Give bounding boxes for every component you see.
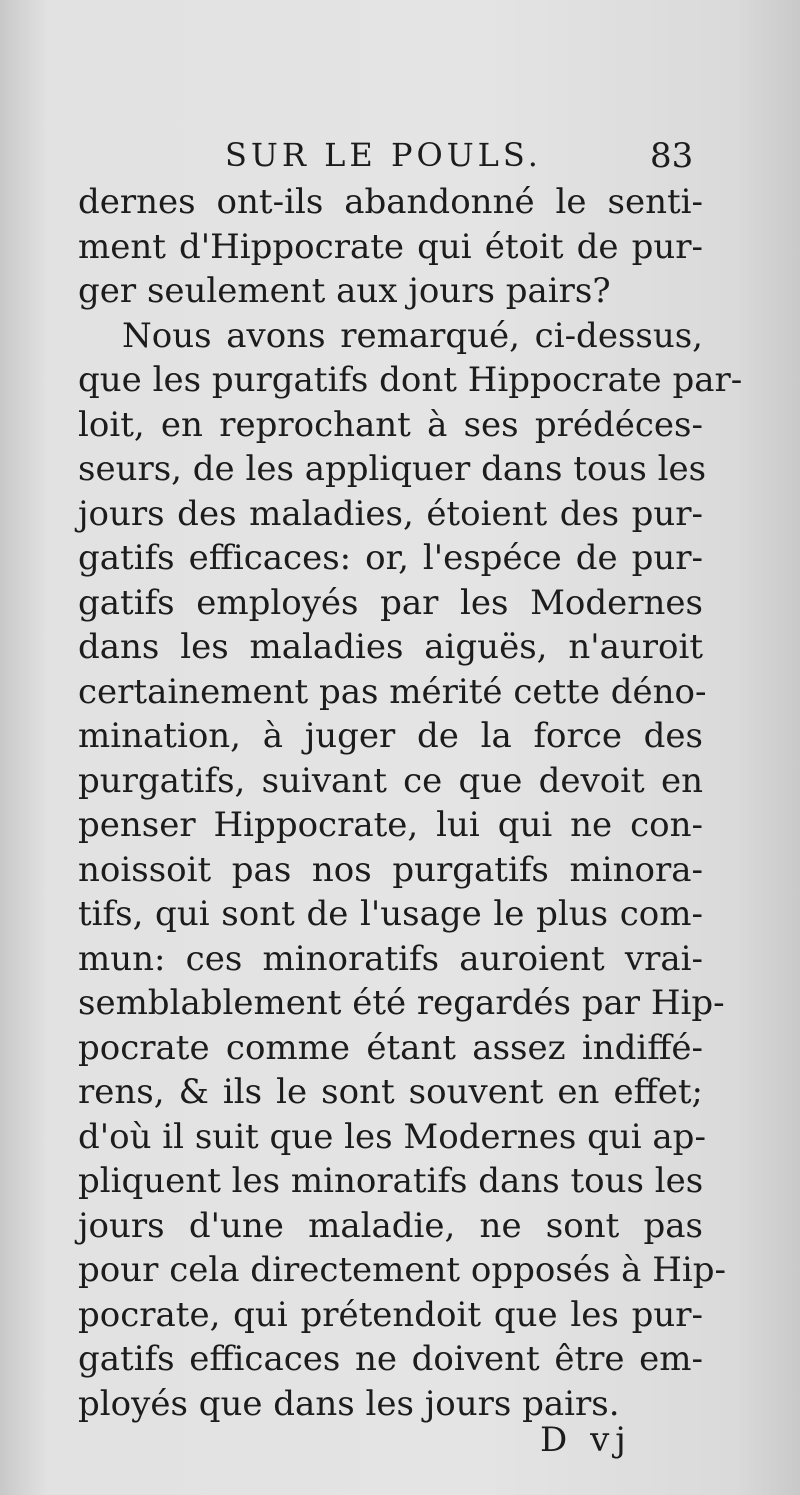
text-line: dernes ont-ils abandonné le senti- bbox=[78, 182, 703, 222]
text-line: mination, à juger de la force des bbox=[78, 716, 703, 756]
text-line: pour cela directement opposés à Hip- bbox=[78, 1250, 727, 1290]
text-line: loit, en reprochant à ses prédéces- bbox=[78, 404, 703, 445]
text-line: dans les maladies aiguës, n'auroit bbox=[78, 627, 703, 667]
text-line: pliquent les minoratifs dans tous les bbox=[78, 1161, 704, 1201]
page-header bbox=[0, 130, 800, 180]
text-line: rens, & ils le sont souvent en effet; bbox=[78, 1072, 703, 1112]
text-line: gatifs efficaces ne doivent être em- bbox=[78, 1339, 703, 1379]
text-line: jours d'une maladie, ne sont pas bbox=[78, 1205, 703, 1246]
text-line: pocrate, qui prétendoit que les pur- bbox=[78, 1294, 703, 1335]
signature-mark: D vj bbox=[540, 1420, 632, 1460]
text-line: purgatifs, suivant ce que devoit en bbox=[78, 760, 703, 801]
text-line: jours des maladies, étoient des pur- bbox=[78, 493, 703, 534]
page-number: 83 bbox=[650, 136, 694, 176]
body-text bbox=[78, 180, 743, 1426]
text-line: seurs, de les appliquer dans tous les bbox=[78, 449, 707, 489]
text-line: gatifs efficaces: or, l'espéce de pur- bbox=[78, 538, 703, 578]
text-line: ployés que dans les jours pairs. bbox=[78, 1383, 620, 1424]
running-title: SUR LE POULS. bbox=[225, 136, 542, 174]
text-line: gatifs employés par les Modernes bbox=[78, 582, 703, 623]
text-line: Nous avons remarqué, ci-dessus, bbox=[122, 315, 703, 356]
text-line: ger seulement aux jours pairs? bbox=[78, 271, 611, 311]
text-line: semblablement été regardés par Hip- bbox=[78, 983, 725, 1023]
text-line: penser Hippocrate, lui qui ne con- bbox=[78, 805, 703, 845]
text-line: certainement pas mérité cette déno- bbox=[78, 671, 707, 712]
text-line: tifs, qui sont de l'usage le plus com- bbox=[78, 894, 703, 934]
text-line: pocrate comme étant assez indiffé- bbox=[78, 1027, 703, 1068]
text-line: noissoit pas nos purgatifs minora- bbox=[78, 849, 703, 890]
text-line: que les purgatifs dont Hippocrate par- bbox=[78, 360, 743, 400]
text-line: mun: ces minoratifs auroient vrai- bbox=[78, 938, 703, 979]
text-line: d'où il suit que les Modernes qui ap- bbox=[78, 1116, 706, 1157]
text-line: ment d'Hippocrate qui étoit de pur- bbox=[78, 226, 703, 267]
